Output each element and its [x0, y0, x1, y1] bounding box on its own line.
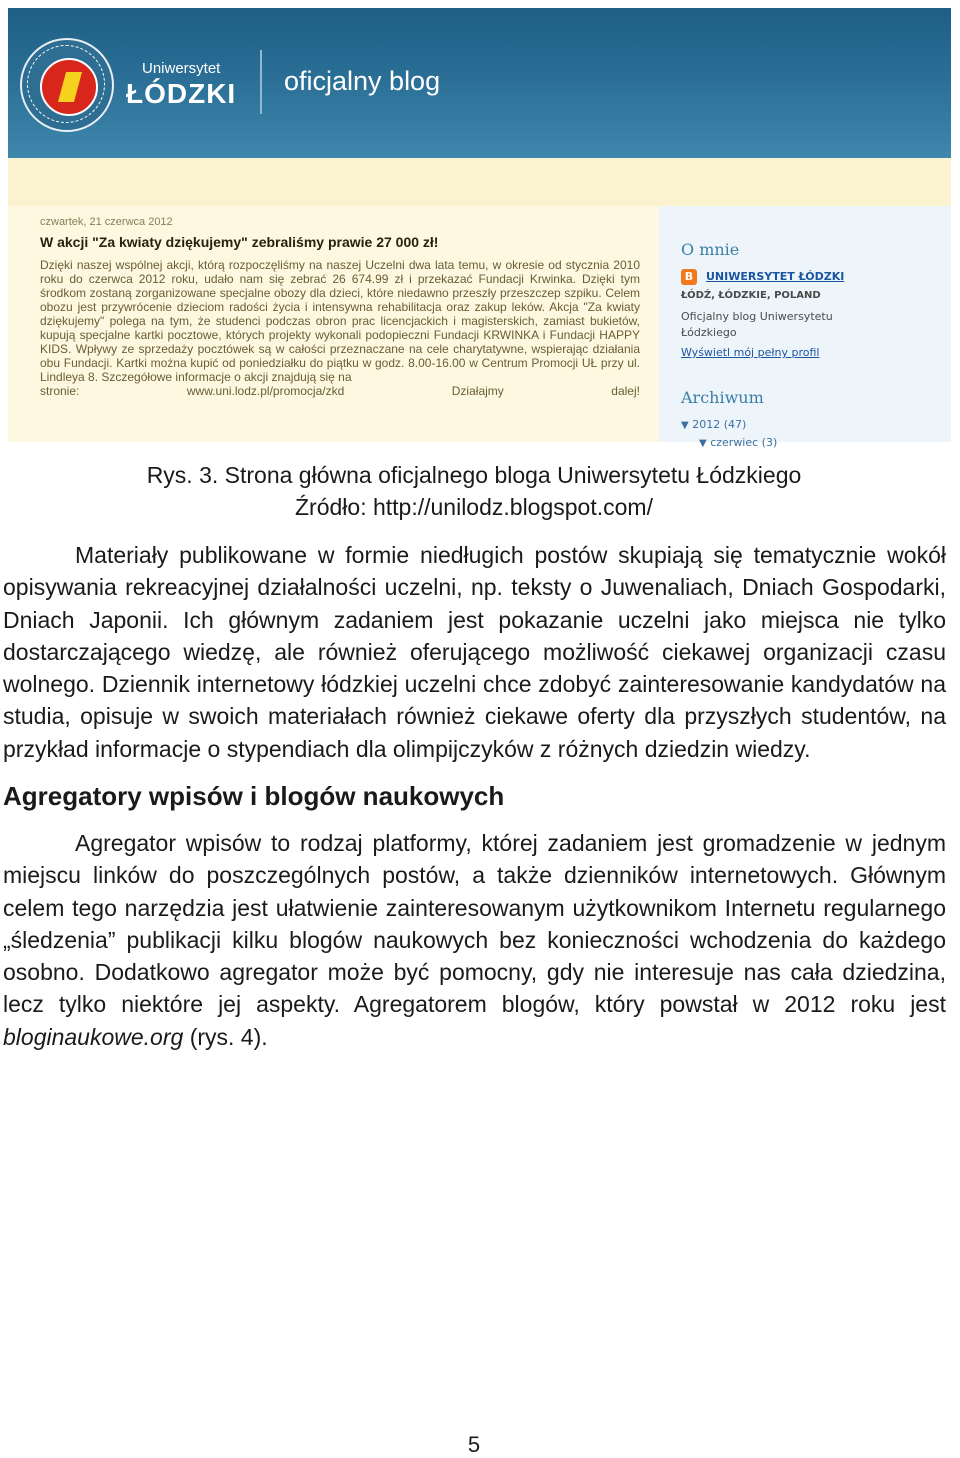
archive-heading: Archiwum — [681, 388, 764, 407]
seal-mark-icon — [58, 72, 82, 102]
archive-year-label: 2012 (47) — [692, 418, 747, 431]
post-footer-url[interactable]: www.uni.lodz.pl/promocja/zkd — [186, 384, 345, 398]
header-divider — [260, 50, 262, 114]
about-heading: O mnie — [681, 240, 740, 259]
post-title[interactable]: W akcji "Za kwiaty dziękujemy" zebraliśmy prawie 27 000 zł! — [40, 234, 439, 250]
profile-name-link[interactable]: UNIWERSYTET ŁÓDZKI — [706, 270, 845, 283]
blog-header — [8, 8, 951, 158]
paragraph-1-text: Materiały publikowane w formie niedługich postów skupiają się tematycznie wokół opisywania rekreacyjnej działalności uczelni, np. teksty o Juwenaliach, Dniach Gospodarki, Dniach Japonii. Ich głównym zadaniem jest pokazanie uczelni jako miejsca nie tylko dostarczającego wiedzę, ale również oferującego możliwość ciekawej organizacji czasu wolnego. Dziennik internetowy łódzkiej uczelni chce zdobyć zainteresowanie kandydatów na studia, opisuje w swoich materiałach również ciekawe oferty dla przyszłych studentów, na przykład informacje o stypendiach dla olimpijczyków z różnych dziedzin wiedzy. — [3, 542, 946, 762]
post-footer-slogan: Działajmy — [451, 384, 504, 398]
post-date: czwartek, 21 czerwca 2012 — [40, 216, 173, 228]
blogger-icon: B — [681, 269, 697, 285]
triangle-down-icon: ▼ — [699, 438, 707, 449]
paragraph-2-text: Agregator wpisów to rodzaj platformy, której zadaniem jest gromadzenie w jednym miejscu linków do poszczególnych postów, a także dzienników internetowych. Głównym celem tego narzędzia jest ułatwienie zainteresowanym użytkownikom Internetu regularnego „śledzenia” publikacji kilku blogów naukowych bez konieczności wchodzenia do każdego osobno. Dodatkowo agregator może być pomocny, gdy nie interesuje nas cała dziedzina, lecz tylko niektóre jej aspekty. Agregatorem blogów, który powstał w 2012 roku jest — [3, 830, 946, 1018]
header-band — [8, 158, 951, 206]
blog-sidebar — [659, 206, 951, 449]
archive-month[interactable] — [699, 436, 777, 449]
aggregator-link[interactable]: bloginaukowe.org — [3, 1023, 184, 1050]
archive-month-label: czerwiec (3) — [710, 436, 778, 449]
blog-title[interactable]: oficjalny blog — [284, 66, 441, 96]
university-word: Uniwersytet — [142, 60, 221, 77]
full-profile-link[interactable]: Wyświetl mój pełny profil — [681, 346, 820, 359]
seal-emblem — [40, 58, 98, 116]
profile-description-1: Oficjalny blog Uniwersytetu — [681, 310, 833, 323]
archive-year[interactable] — [681, 418, 746, 431]
profile-location: ŁÓDŹ, ŁÓDZKIE, POLAND — [681, 290, 821, 301]
page-number: 5 — [467, 1432, 481, 1457]
paragraph-2-tail: (rys. 4). — [189, 1023, 268, 1050]
figure-source: Źródło: http://unilodz.blogspot.com/ — [295, 494, 653, 520]
university-seal-logo — [20, 38, 114, 132]
paragraph-2 — [3, 827, 946, 1053]
blog-post — [40, 216, 640, 398]
triangle-down-icon: ▼ — [681, 420, 689, 431]
university-name: ŁÓDZKI — [126, 78, 237, 109]
post-body: Dzięki naszej wspólnej akcji, którą rozpoczęliśmy na naszej Uczelni dwa lata temu, w okresie od stycznia 2010 roku do czerwca 2012 roku, udało nam się zebrać 26 674.99 zł i przekazać Fundacji Krwinka. Dzięki tym środkom zostaną zorganizowane specjalne obozy dla dzieci, które niedawno przeszły przeszczep szpiku. Celem obozu jest przywrócenie dzieciom radości życia i intensywna rehabilitacja oraz zakup leków. Akcja "Za kwiaty dziękujemy" polega na tym, że studenci podczas obron prac licencjackich i magisterskich, zamiast bukietów, kupują specjalne kartki pocztowe, których projekty wykonali podopieczni Fundacji KRWINKA i Fundacji HAPPY KIDS. Wpływy ze sprzedaży pocztówek są w całości przeznaczane na cele charytatywne, wspierając działania obu Fundacji. Kartki można kupić od poniedziałku do piątku w godz. 8.00-16.00 w Centrum Promocji UŁ przy ul. Lindleya 8. Szczegółowe informacje o akcji znajdują się na — [40, 258, 640, 384]
post-footer — [40, 384, 640, 398]
post-footer-label: stronie: — [40, 384, 80, 398]
paragraph-1 — [3, 539, 946, 765]
section-heading: Agregatory wpisów i blogów naukowych — [3, 781, 505, 811]
figure-caption: Rys. 3. Strona główna oficjalnego bloga Uniwersytetu Łódzkiego — [146, 462, 802, 488]
post-footer-end: dalej! — [611, 384, 640, 398]
profile-description-2: Łódzkiego — [681, 326, 737, 339]
blog-screenshot-figure — [8, 8, 951, 449]
